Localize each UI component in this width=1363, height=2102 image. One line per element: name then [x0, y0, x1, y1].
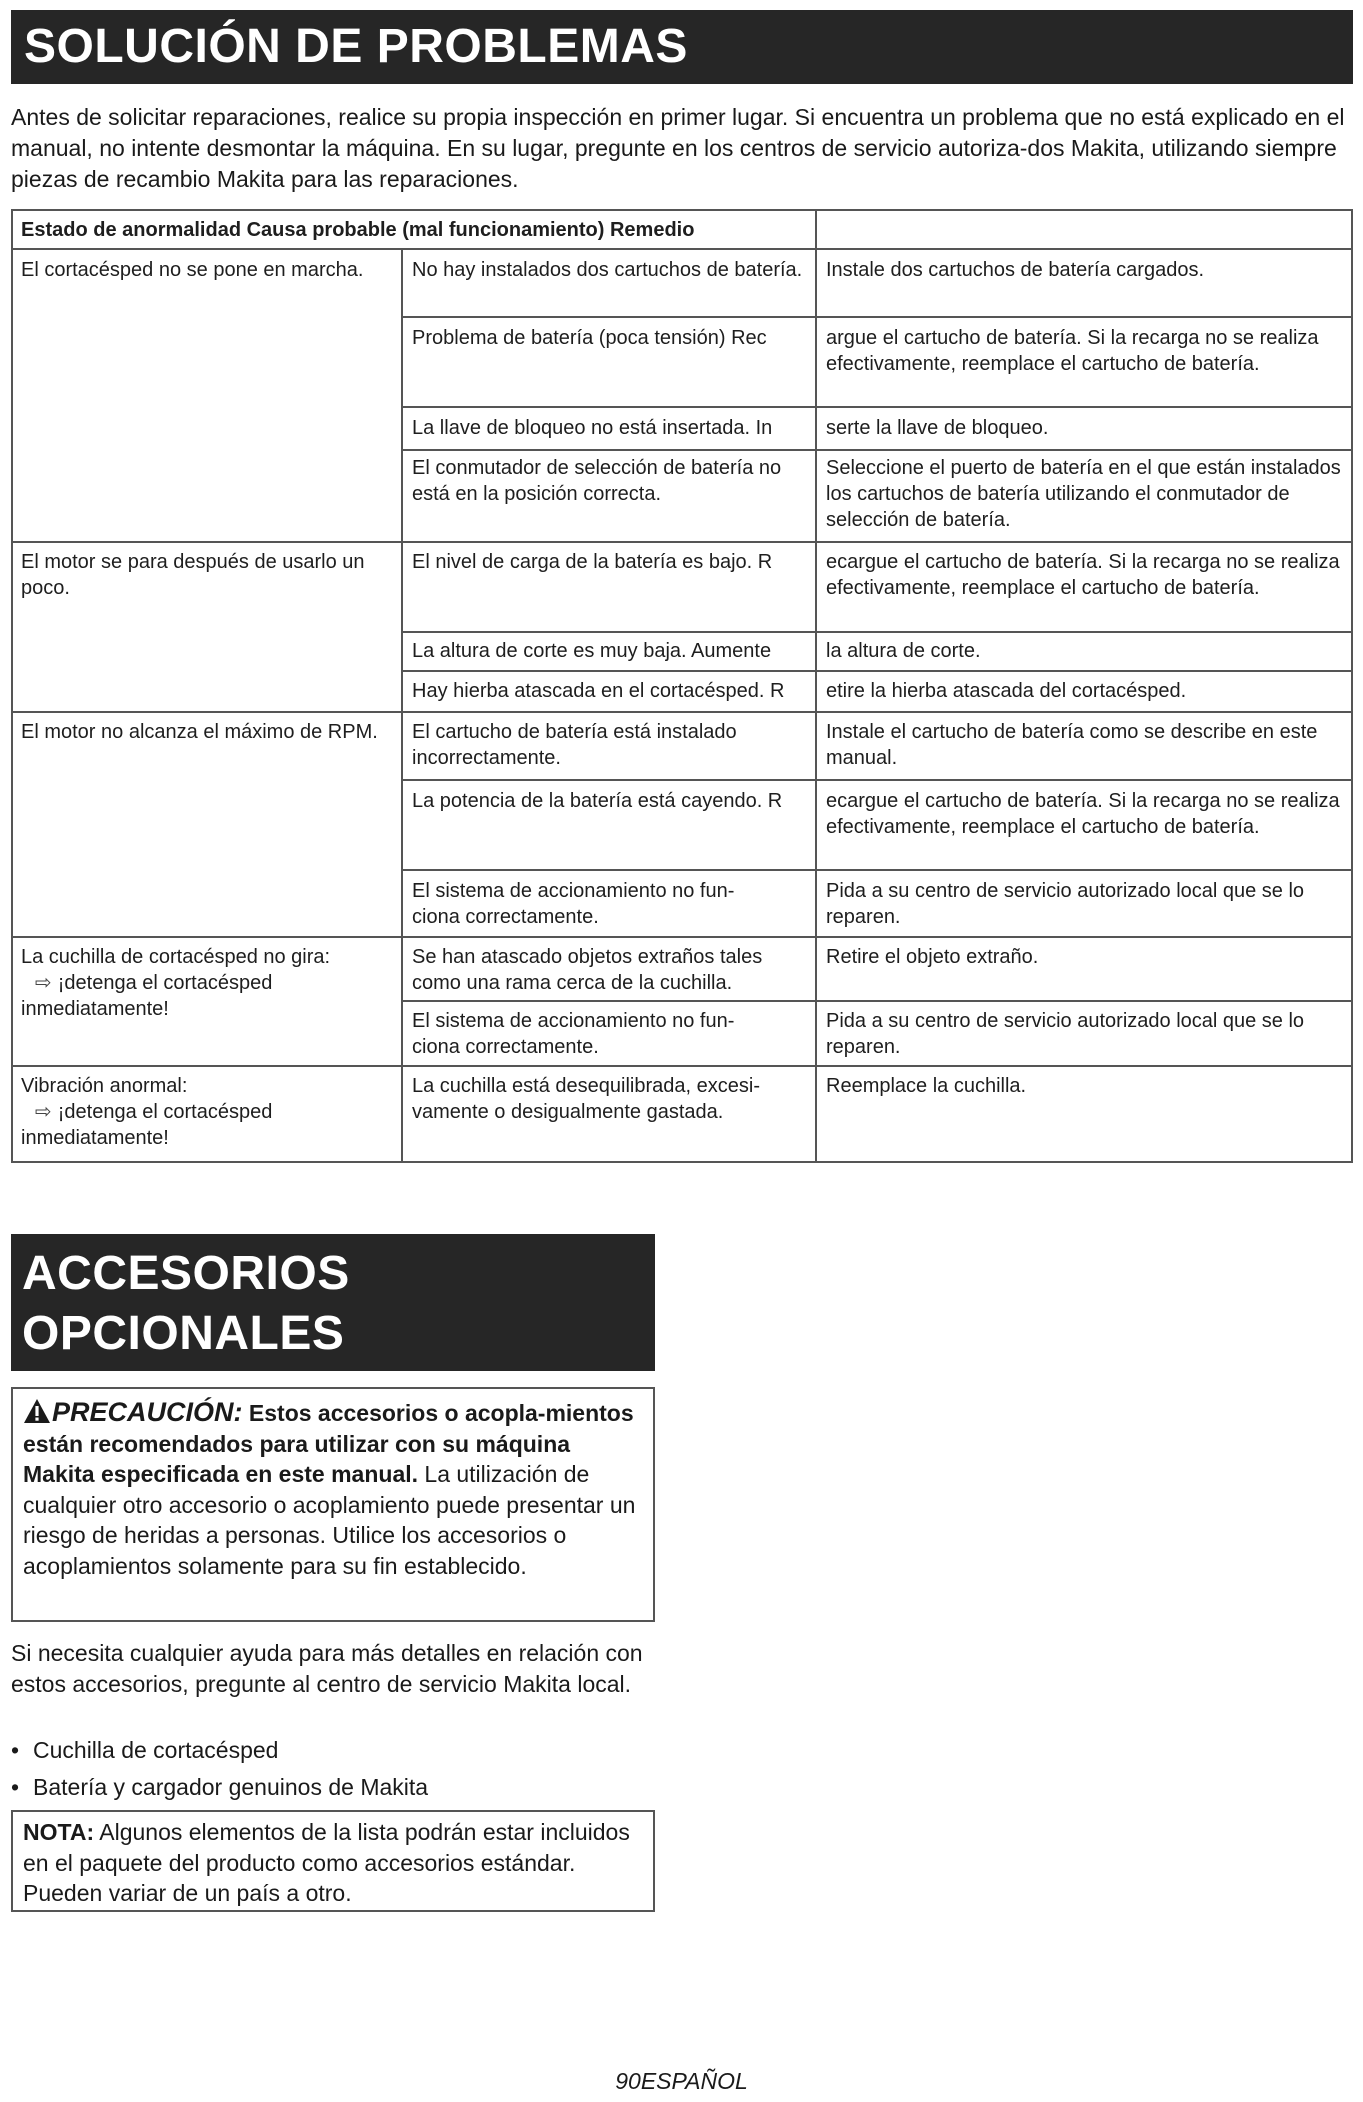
- cause-cell: Se han atascado objetos extraños tales como una rama cerca de la cuchilla.: [412, 946, 763, 994]
- row-divider: [13, 541, 1351, 543]
- remedy-cell: Retire el objeto extraño.: [826, 946, 1039, 968]
- column-divider: [401, 249, 403, 1161]
- column-divider: [815, 211, 817, 1161]
- cause-cell: El sistema de accionamiento no fun-ciona correctamente.: [412, 880, 735, 928]
- state-text: Vibración anormal:: [21, 1075, 188, 1097]
- cause-cell: Problema de batería (poca tensión) Rec: [412, 327, 767, 349]
- cause-cell: La potencia de la batería está cayendo. R: [412, 790, 783, 812]
- state-cell: El motor no alcanza el máximo de RPM.: [21, 721, 378, 743]
- cause-cell: No hay instalados dos cartuchos de batería.: [412, 259, 803, 281]
- bullet: •: [11, 1737, 20, 1763]
- row-divider: [13, 711, 1351, 713]
- state-warning: [21, 970, 391, 996]
- remedy-cell: etire la hierba atascada del cortacésped.: [826, 680, 1187, 702]
- state-cell: [21, 944, 391, 1022]
- subrow-divider: [401, 869, 1351, 871]
- cause-cell: El conmutador de selección de batería no está en la posición correcta.: [412, 457, 782, 505]
- arrow-right-icon: ⇨: [35, 1101, 52, 1123]
- state-cell: El cortacésped no se pone en marcha.: [21, 259, 364, 281]
- row-divider: [13, 1065, 1351, 1067]
- caution-text: La utilización de cualquier otro accesorio o acoplamiento puede presentar un riesgo de heridas a personas. Utilice los accesorios o acoplamientos solamente para su fin establecido.: [23, 1461, 636, 1579]
- note-label: NOTA:: [23, 1819, 95, 1845]
- remedy-cell: Reemplace la cuchilla.: [826, 1075, 1027, 1097]
- warning-triangle-icon: [23, 1398, 51, 1424]
- subrow-divider: [401, 316, 1351, 318]
- subrow-divider: [401, 670, 1351, 672]
- remedy-cell: Instale el cartucho de batería como se describe en este manual.: [826, 721, 1318, 769]
- accessories-list: [11, 1735, 661, 1809]
- subrow-divider: [401, 1000, 1351, 1002]
- state-warning-text: ¡detenga el cortacésped: [57, 972, 273, 994]
- cause-cell: La cuchilla está desequilibrada, excesi-vamente o desigualmente gastada.: [412, 1075, 760, 1123]
- remedy-cell: Seleccione el puerto de batería en el que están instalados los cartuchos de batería utilizando el conmutador de selección de batería.: [826, 457, 1341, 531]
- table-header: Estado de anormalidad Causa probable (mal funcionamiento) Remedio: [21, 219, 695, 241]
- remedy-cell: ecargue el cartucho de batería. Si la recarga no se realiza efectivamente, reemplace el cartucho de batería.: [826, 551, 1340, 599]
- accessories-title-line2: OPCIONALES: [22, 1307, 345, 1360]
- cause-cell: La llave de bloqueo no está insertada. In: [412, 417, 773, 439]
- remedy-cell: Pida a su centro de servicio autorizado local que se lo reparen.: [826, 880, 1305, 928]
- note-text: Algunos elementos de la lista podrán estar incluidos en el paquete del producto como accesorios estándar. Pueden variar de un país a otro.: [23, 1819, 630, 1906]
- list-item-text: Cuchilla de cortacésped: [33, 1737, 279, 1763]
- accessories-title-line1: ACCESORIOS: [22, 1247, 350, 1300]
- state-warning: [21, 1099, 391, 1125]
- cause-cell: Hay hierba atascada en el cortacésped. R: [412, 680, 785, 702]
- list-item: [11, 1772, 661, 1809]
- remedy-cell: la altura de corte.: [826, 640, 981, 662]
- remedy-cell: ecargue el cartucho de batería. Si la recarga no se realiza efectivamente, reemplace el cartucho de batería.: [826, 790, 1340, 838]
- note-box: [11, 1810, 655, 1912]
- cause-cell: El sistema de accionamiento no fun-ciona correctamente.: [412, 1010, 735, 1058]
- state-warning-end: inmediatamente!: [21, 1127, 169, 1149]
- state-warning-text: ¡detenga el cortacésped: [57, 1101, 273, 1123]
- subrow-divider: [401, 779, 1351, 781]
- troubleshooting-intro: Antes de solicitar reparaciones, realice su propia inspección en primer lugar. Si encuentra un problema que no está explicado en el manual, no intente desmontar la máquina. En su lugar, pregunte en los centros de servicio autoriza-dos Makita, utilizando siempre piezas de recambio Makita para las reparaciones.: [11, 104, 1345, 192]
- arrow-right-icon: ⇨: [35, 972, 52, 994]
- accessories-title: [11, 1234, 655, 1371]
- cause-cell: El nivel de carga de la batería es bajo. R: [412, 551, 773, 573]
- subrow-divider: [401, 631, 1351, 633]
- remedy-cell: Pida a su centro de servicio autorizado local que se lo reparen.: [826, 1010, 1305, 1058]
- bullet: •: [11, 1774, 20, 1800]
- subrow-divider: [401, 406, 1351, 408]
- caution-title: PRECAUCIÓN:: [52, 1397, 243, 1427]
- state-text: La cuchilla de cortacésped no gira:: [21, 946, 331, 968]
- row-divider: [13, 936, 1351, 938]
- remedy-cell: serte la llave de bloqueo.: [826, 417, 1049, 439]
- accessories-help-text: Si necesita cualquier ayuda para más detalles en relación con estos accesorios, pregunte al centro de servicio Makita local.: [11, 1640, 643, 1697]
- state-cell: El motor se para después de usarlo un poco.: [21, 551, 365, 599]
- remedy-cell: Instale dos cartuchos de batería cargados.: [826, 259, 1205, 281]
- state-cell: [21, 1073, 391, 1151]
- troubleshooting-title: SOLUCIÓN DE PROBLEMAS: [11, 10, 1353, 84]
- caution-bold-text: Estos accesorios o acopla-mientos están recomendados para utilizar con su máquina Makita especificada en este manual.: [23, 1400, 634, 1487]
- troubleshooting-table: [11, 209, 1353, 1163]
- state-warning-end: inmediatamente!: [21, 998, 169, 1020]
- cause-cell: El cartucho de batería está instalado incorrectamente.: [412, 721, 737, 769]
- list-item: [11, 1735, 661, 1772]
- subrow-divider: [401, 449, 1351, 451]
- caution-box: [11, 1387, 655, 1622]
- list-item-text: Batería y cargador genuinos de Makita: [33, 1774, 429, 1800]
- cause-cell: La altura de corte es muy baja. Aumente: [412, 640, 772, 662]
- remedy-cell: argue el cartucho de batería. Si la recarga no se realiza efectivamente, reemplace el cartucho de batería.: [826, 327, 1319, 375]
- row-divider: [13, 248, 1351, 250]
- page-footer: 90ESPAÑOL: [615, 2068, 748, 2094]
